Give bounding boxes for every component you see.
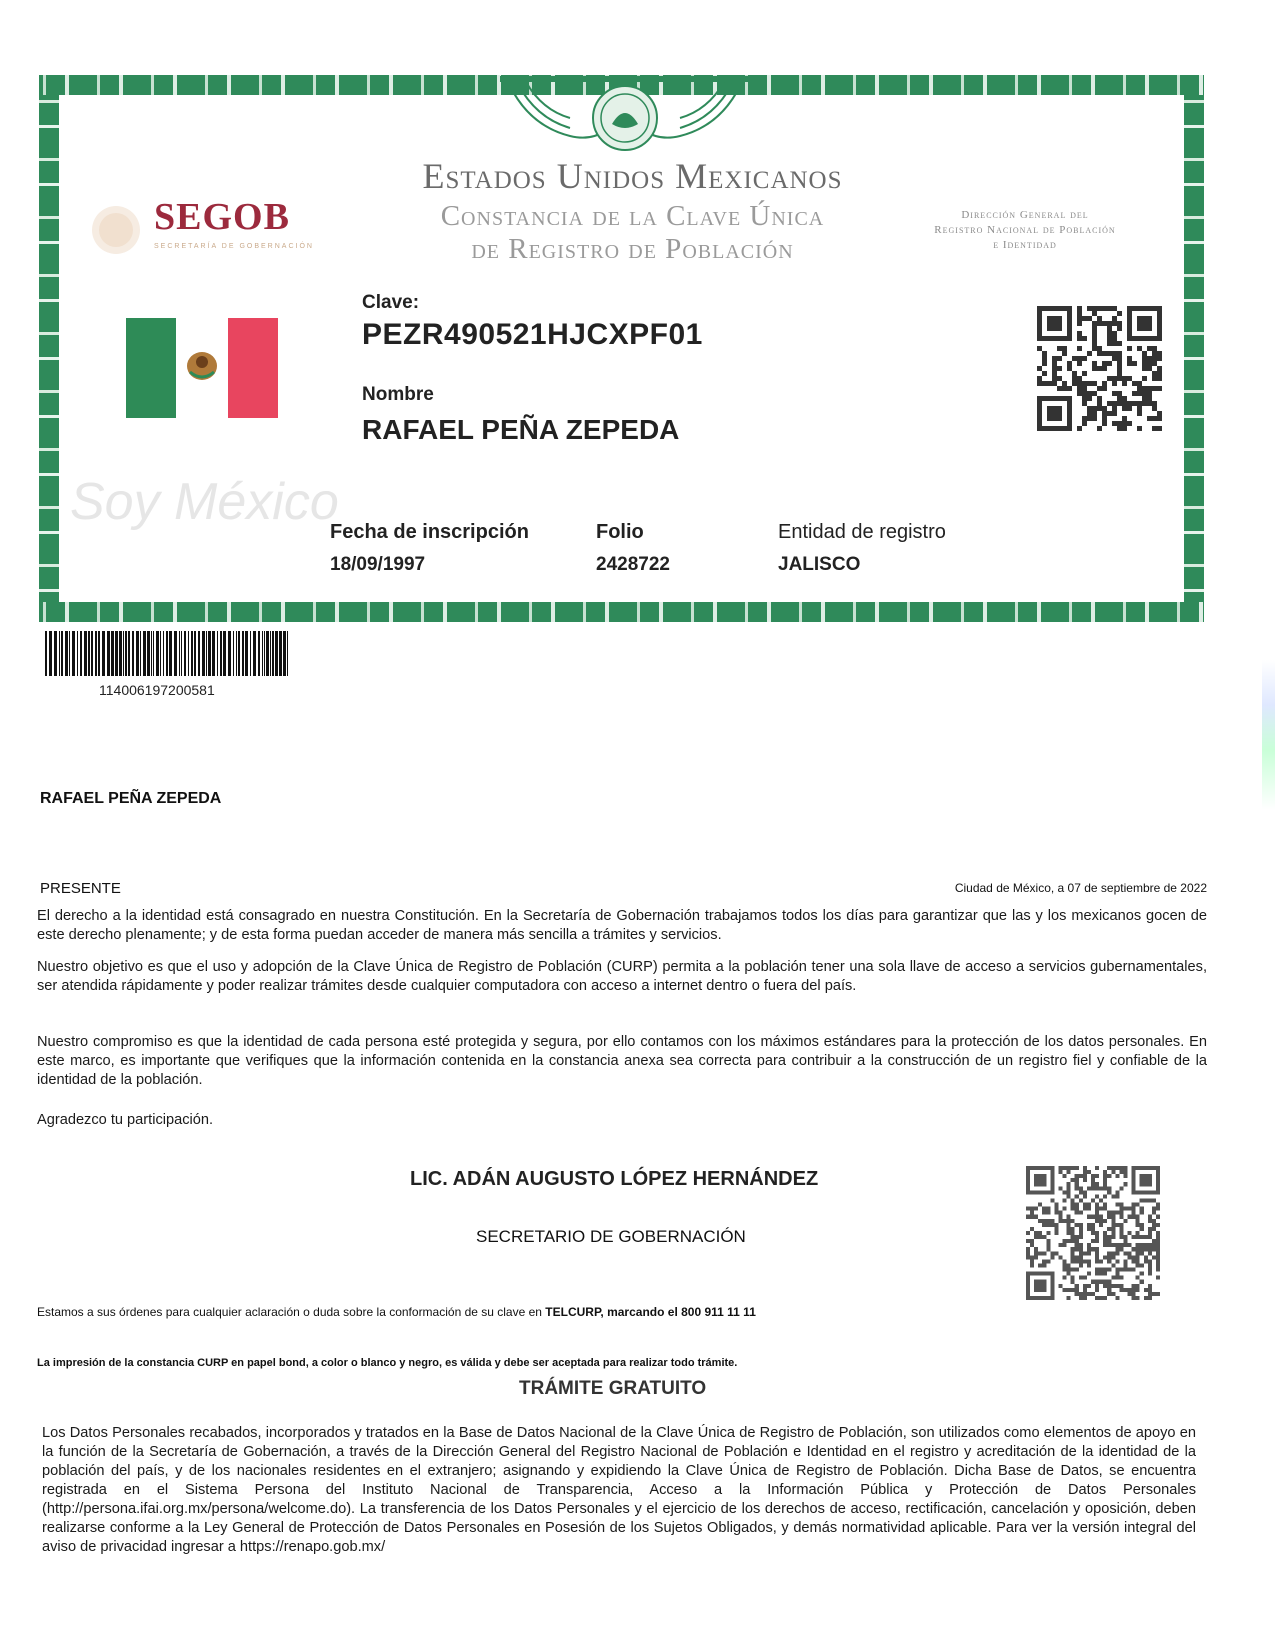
direccion-line2: Registro Nacional de Población [934, 224, 1116, 236]
letter-paragraph-1: El derecho a la identidad está consagrado en nuestra Constitución. En la Secretaría de Gobernación trabajamos todos los días para garantizar que las y los mexicanos gocen de este derecho plenamente; y de esta forma puedan acceder de manera más sencilla a trámites y servicios. [37, 908, 1207, 943]
entidad-registro-label: Entidad de registro [778, 521, 946, 543]
nombre-value: RAFAEL PEÑA ZEPEDA [362, 414, 680, 445]
certificate-subtitle-line2: de Registro de Población [471, 233, 794, 265]
certificate-border-bottom [39, 602, 1204, 622]
certificate-border-left [39, 95, 59, 602]
fecha-inscripcion-value: 18/09/1997 [330, 554, 426, 575]
telcurp-phone: TELCURP, marcando el 800 911 11 11 [545, 1305, 756, 1319]
signature-qr-code-icon [1025, 1166, 1161, 1300]
telcurp-text: Estamos a sus órdenes para cualquier aclaración o duda sobre la conformación de su clave en [37, 1305, 546, 1319]
direccion-line1: Dirección General del [961, 209, 1089, 221]
addressee-name: RAFAEL PEÑA ZEPEDA [40, 790, 222, 807]
place-date: Ciudad de México, a 07 de septiembre de 2022 [954, 881, 1207, 895]
presente-label: PRESENTE [40, 880, 121, 897]
clave-value: PEZR490521HJCXPF01 [362, 318, 703, 351]
segob-tagline: SECRETARÍA DE GOBERNACIÓN [154, 243, 314, 250]
folio-value: 2428722 [596, 554, 670, 575]
certificate-title: Estados Unidos Mexicanos [422, 156, 843, 196]
nombre-label: Nombre [362, 384, 434, 405]
signatory-name: LIC. ADÁN AUGUSTO LÓPEZ HERNÁNDEZ [410, 1168, 819, 1190]
entidad-registro-value: JALISCO [778, 554, 861, 575]
segob-seal-icon [86, 200, 146, 260]
letter-paragraph-4: Agradezco tu participación. [37, 1112, 214, 1128]
signatory-title: SECRETARIO DE GOBERNACIÓN [476, 1227, 746, 1246]
segob-logo-text: SEGOB [154, 196, 290, 238]
fecha-inscripcion-label: Fecha de inscripción [330, 521, 529, 543]
letter-paragraph-2: Nuestro objetivo es que el uso y adopción de la Clave Única de Registro de Población (CURP) permita a la población tener una sola llave de acceso a servicios gubernamentales, ser atendida rápidamente y poder realizar trámites desde cualquier computadora con acceso a internet dentro o fuera del país. [37, 959, 1207, 994]
direccion-line3: e Identidad [993, 239, 1057, 251]
print-validity-notice: La impresión de la constancia CURP en papel bond, a color o blanco y negro, es válida y debe ser aceptada para realizar todo trámite. [37, 1357, 738, 1369]
clave-label: Clave: [362, 292, 420, 313]
national-emblem-icon [500, 76, 750, 156]
scan-edge-artifact [1262, 660, 1275, 810]
certificate-border-right [1184, 95, 1204, 602]
folio-label: Folio [596, 521, 644, 543]
certificate-subtitle-line1: Constancia de la Clave Única [440, 200, 825, 232]
qr-code-icon [1037, 306, 1162, 431]
telcurp-notice [37, 1305, 756, 1319]
privacy-notice-paragraph: Los Datos Personales recabados, incorporados y tratados en la Base de Datos Nacional de la Clave Única de Registro de Población, son utilizados como elementos de apoyo en la función de la Secretaría de Gobernación, a través de la Dirección General del Registro Nacional de Población e Identidad en el registro y acreditación de la identidad de la población del país, y de los nacionales residentes en el extranjero; asignando y expidiendo la Clave Única de Registro de Población. Dicha Base de Datos, se encuentra registrada en el Sistema Persona del Instituto Nacional de Transparencia, Acceso a la Información Pública y Protección de Datos Personales (http://persona.ifai.org.mx/persona/welcome.do). La transferencia de los Datos Personales y el ejercicio de los derechos de acceso, rectificación, cancelación y oposición, deben realizarse conforme a la Ley General de Protección de Datos Personales en Posesión de los Sujetos Obligados, y demás normatividad aplicable. Para ver la versión integral del aviso de privacidad ingresar a https://renapo.gob.mx/ [42, 1425, 1196, 1555]
barcode-number: 114006197200581 [99, 682, 215, 698]
soy-mexico-watermark: Soy México [70, 473, 339, 531]
mexican-flag-icon [126, 318, 278, 418]
tramite-gratuito-heading: TRÁMITE GRATUITO [519, 1378, 707, 1399]
barcode-icon [45, 631, 288, 676]
letter-paragraph-3: Nuestro compromiso es que la identidad de cada persona esté protegida y segura, por ello contamos con los máximos estándares para la protección de los datos personales. En este marco, es importante que verifiques que la información contenida en la constancia anexa sea correcta para contribuir a la construcción de un registro fiel y confiable de la identidad de la población. [37, 1034, 1207, 1088]
